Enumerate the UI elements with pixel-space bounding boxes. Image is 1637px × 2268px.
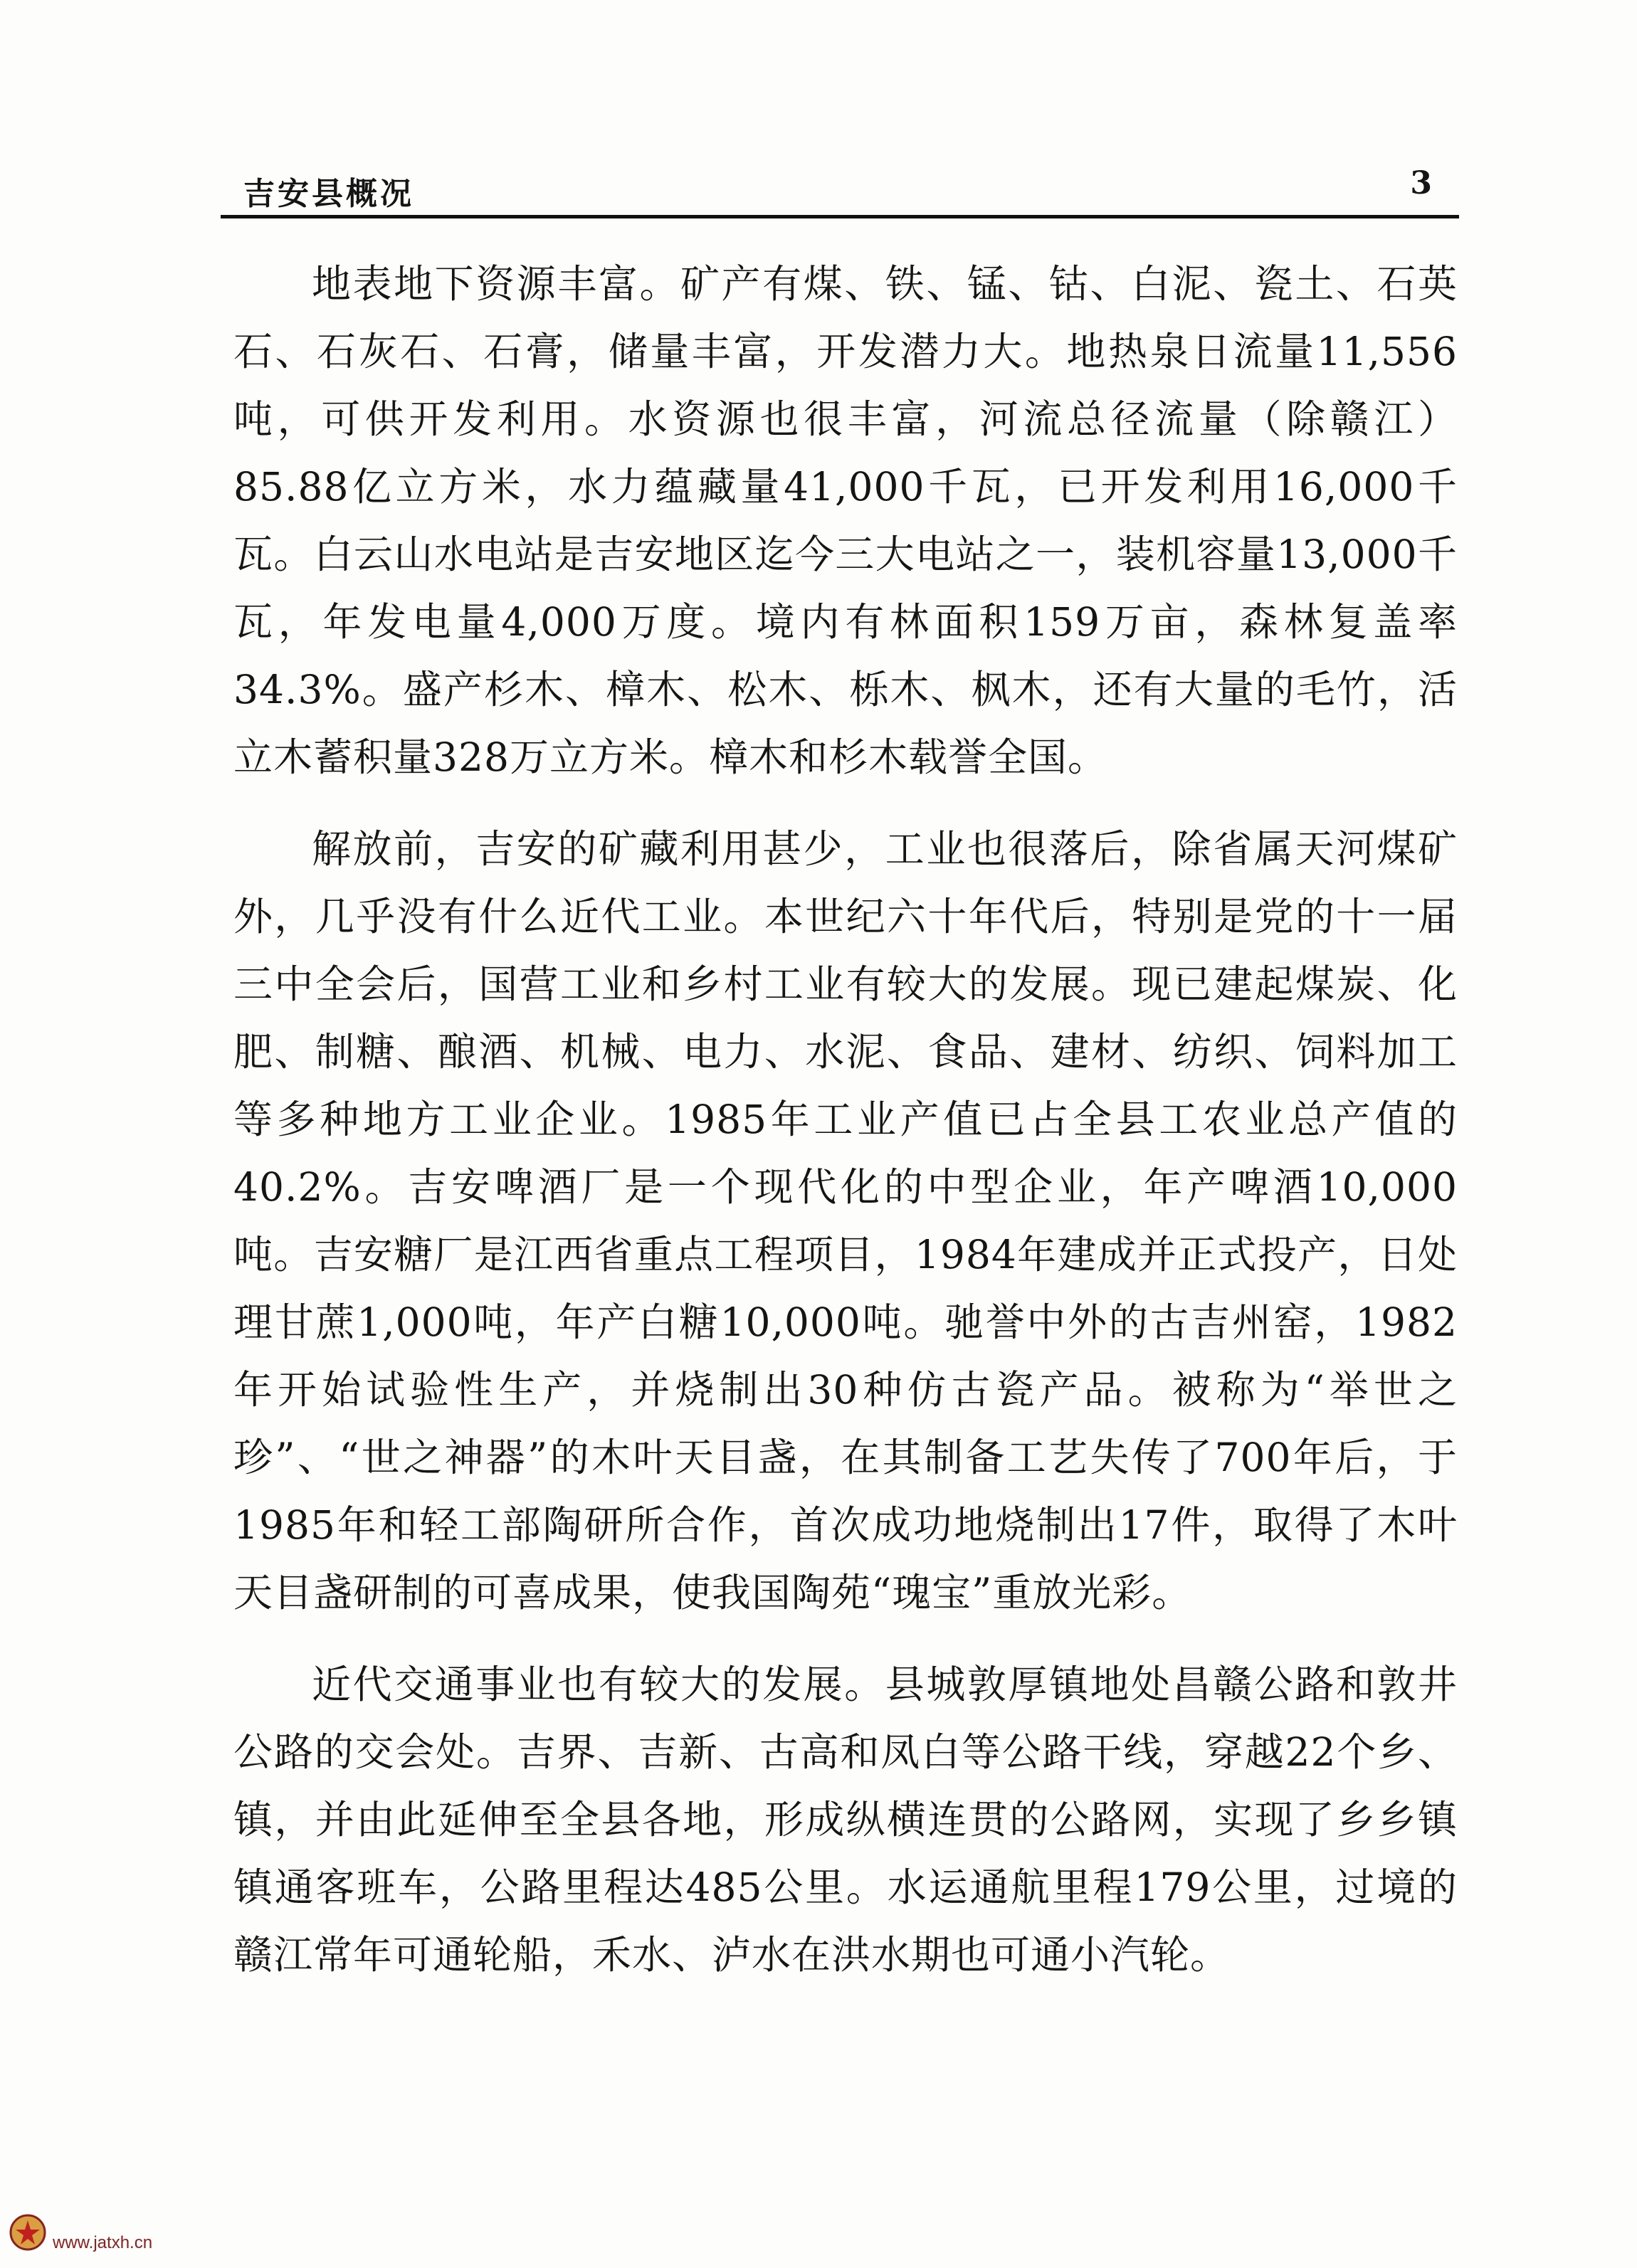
paragraph-resources: 地表地下资源丰富。矿产有煤、铁、锰、钴、白泥、瓷土、石英石、石灰石、石膏，储量丰富，开发潜力大。地热泉日流量11,556吨，可供开发利用。水资源也很丰富，河流总径流量（除赣江）85.88亿立方米，水力蕴藏量41,000千瓦，已开发利用16,000千瓦。白云山水电站是吉安地区迄今三大电站之一，装机容量13,000千瓦，年发电量4,000万度。境内有林面积159万亩，森林复盖率34.3%。盛产杉木、樟木、松木、栎木、枫木，还有大量的毛竹，活立木蓄积量328万立方米。樟木和杉木载誉全国。 [233,261,1458,780]
watermark-url: www.jatxh.cn [53,2233,153,2252]
body-text [233,250,1458,1989]
running-title: 吉安县概况 [243,176,414,212]
page-number: 3 [1410,165,1432,201]
paragraph-transport: 近代交通事业也有较大的发展。县城敦厚镇地处昌赣公路和敦井公路的交会处。吉界、吉新、古高和凤白等公路干线，穿越22个乡、镇，并由此延伸至全县各地，形成纵横连贯的公路网，实现了乡乡镇镇通客班车，公路里程达485公里。水运通航里程179公里，过境的赣江常年可通轮船，禾水、泸水在洪水期也可通小汽轮。 [233,1662,1458,1978]
emblem-icon [9,2213,47,2252]
watermark [9,2206,194,2263]
paragraph-industry: 解放前，吉安的矿藏利用甚少，工业也很落后，除省属天河煤矿外，几乎没有什么近代工业。本世纪六十年代后，特别是党的十一届三中全会后，国营工业和乡村工业有较大的发展。现已建起煤炭、化肥、制糖、酿酒、机械、电力、水泥、食品、建材、纺织、饲料加工等多种地方工业企业。1985年工业产值已占全县工农业总产值的40.2%。吉安啤酒厂是一个现代化的中型企业，年产啤酒10,000吨。吉安糖厂是江西省重点工程项目，1984年建成并正式投产，日处理甘蔗1,000吨，年产白糖10,000吨。驰誉中外的古吉州窑，1982年开始试验性生产，并烧制出30种仿古瓷产品。被称为“举世之珍”、“世之神器”的木叶天目盏，在其制备工艺失传了700年后，于1985年和轻工部陶研所合作，首次成功地烧制出17件，取得了木叶天目盏研制的可喜成果，使我国陶苑“瑰宝”重放光彩。 [233,826,1458,1615]
running-head [221,164,1459,221]
header-rule [221,215,1459,218]
